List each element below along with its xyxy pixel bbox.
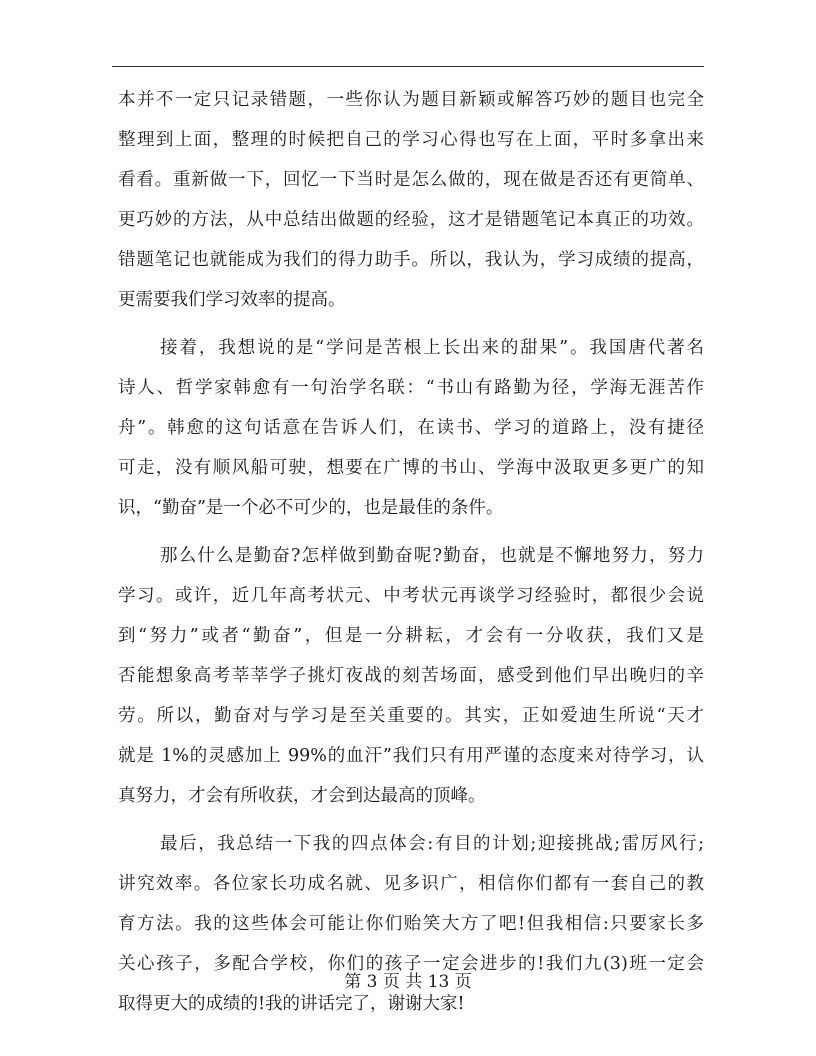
text-line: 最后，我总结一下我的四点体会:有目的计划;迎接挑战;雷厉风行; — [160, 834, 704, 854]
text-line: 更巧妙的方法，从中总结出做题的经验，这才是错题笔记本真正的功效。 — [118, 210, 704, 230]
text-line: 就是 1%的灵感加上 99%的血汗”我们只有用严谨的态度来对待学习，认 — [118, 746, 704, 766]
text-line: 诗人、哲学家韩愈有一句治学名联：“书山有路勤为径，学海无涯苦作 — [118, 378, 704, 398]
text-line: 真努力，才会有所收获，才会到达最高的顶峰。 — [118, 786, 486, 806]
text-line: 识，“勤奋”是一个必不可少的，也是最佳的条件。 — [118, 498, 504, 518]
text-line: 可走，没有顺风船可驶，想要在广博的书山、学海中汲取更多更广的知 — [118, 458, 704, 478]
text-line: 舟”。韩愈的这句话意在告诉人们，在读书、学习的道路上，没有捷径 — [118, 418, 704, 438]
text-line: 接着，我想说的是“学问是苦根上长出来的甜果”。我国唐代著名 — [160, 338, 704, 358]
text-line: 本并不一定只记录错题，一些你认为题目新颖或解答巧妙的题目也完全 — [118, 90, 704, 110]
text-line: 看看。重新做一下，回忆一下当时是怎么做的，现在做是否还有更简单、 — [118, 170, 704, 190]
text-line: 整理到上面，整理的时候把自己的学习心得也写在上面，平时多拿出来 — [118, 130, 704, 150]
page-number-footer: 第 3 页 共 13 页 — [344, 972, 472, 992]
text-line: 劳。所以，勤奋对与学习是至关重要的。其实，正如爱迪生所说“天才 — [118, 706, 704, 726]
text-line: 那么什么是勤奋?怎样做到勤奋呢?勤奋，也就是不懈地努力，努力 — [160, 546, 704, 566]
text-line: 取得更大的成绩的!我的讲话完了，谢谢大家! — [118, 994, 465, 1014]
text-line: 否能想象高考莘莘学子挑灯夜战的刻苦场面，感受到他们早出晚归的辛 — [118, 666, 704, 686]
text-line: 育方法。我的这些体会可能让你们贻笑大方了吧!但我相信:只要家长多 — [118, 914, 704, 934]
text-line: 错题笔记也就能成为我们的得力助手。所以，我认为，学习成绩的提高， — [118, 250, 704, 270]
text-line: 讲究效率。各位家长功成名就、见多识广，相信你们都有一套自己的教 — [118, 874, 704, 894]
text-line: 更需要我们学习效率的提高。 — [118, 290, 346, 310]
text-line: 学习。或许，近几年高考状元、中考状元再谈学习经验时，都很少会说 — [118, 586, 704, 606]
header-rule — [112, 66, 704, 67]
text-line: 关心孩子，多配合学校，你们的孩子一定会进步的!我们九(3)班一定会 — [118, 954, 704, 974]
text-line: 到“努力”或者“勤奋”，但是一分耕耘，才会有一分收获，我们又是 — [118, 626, 704, 646]
